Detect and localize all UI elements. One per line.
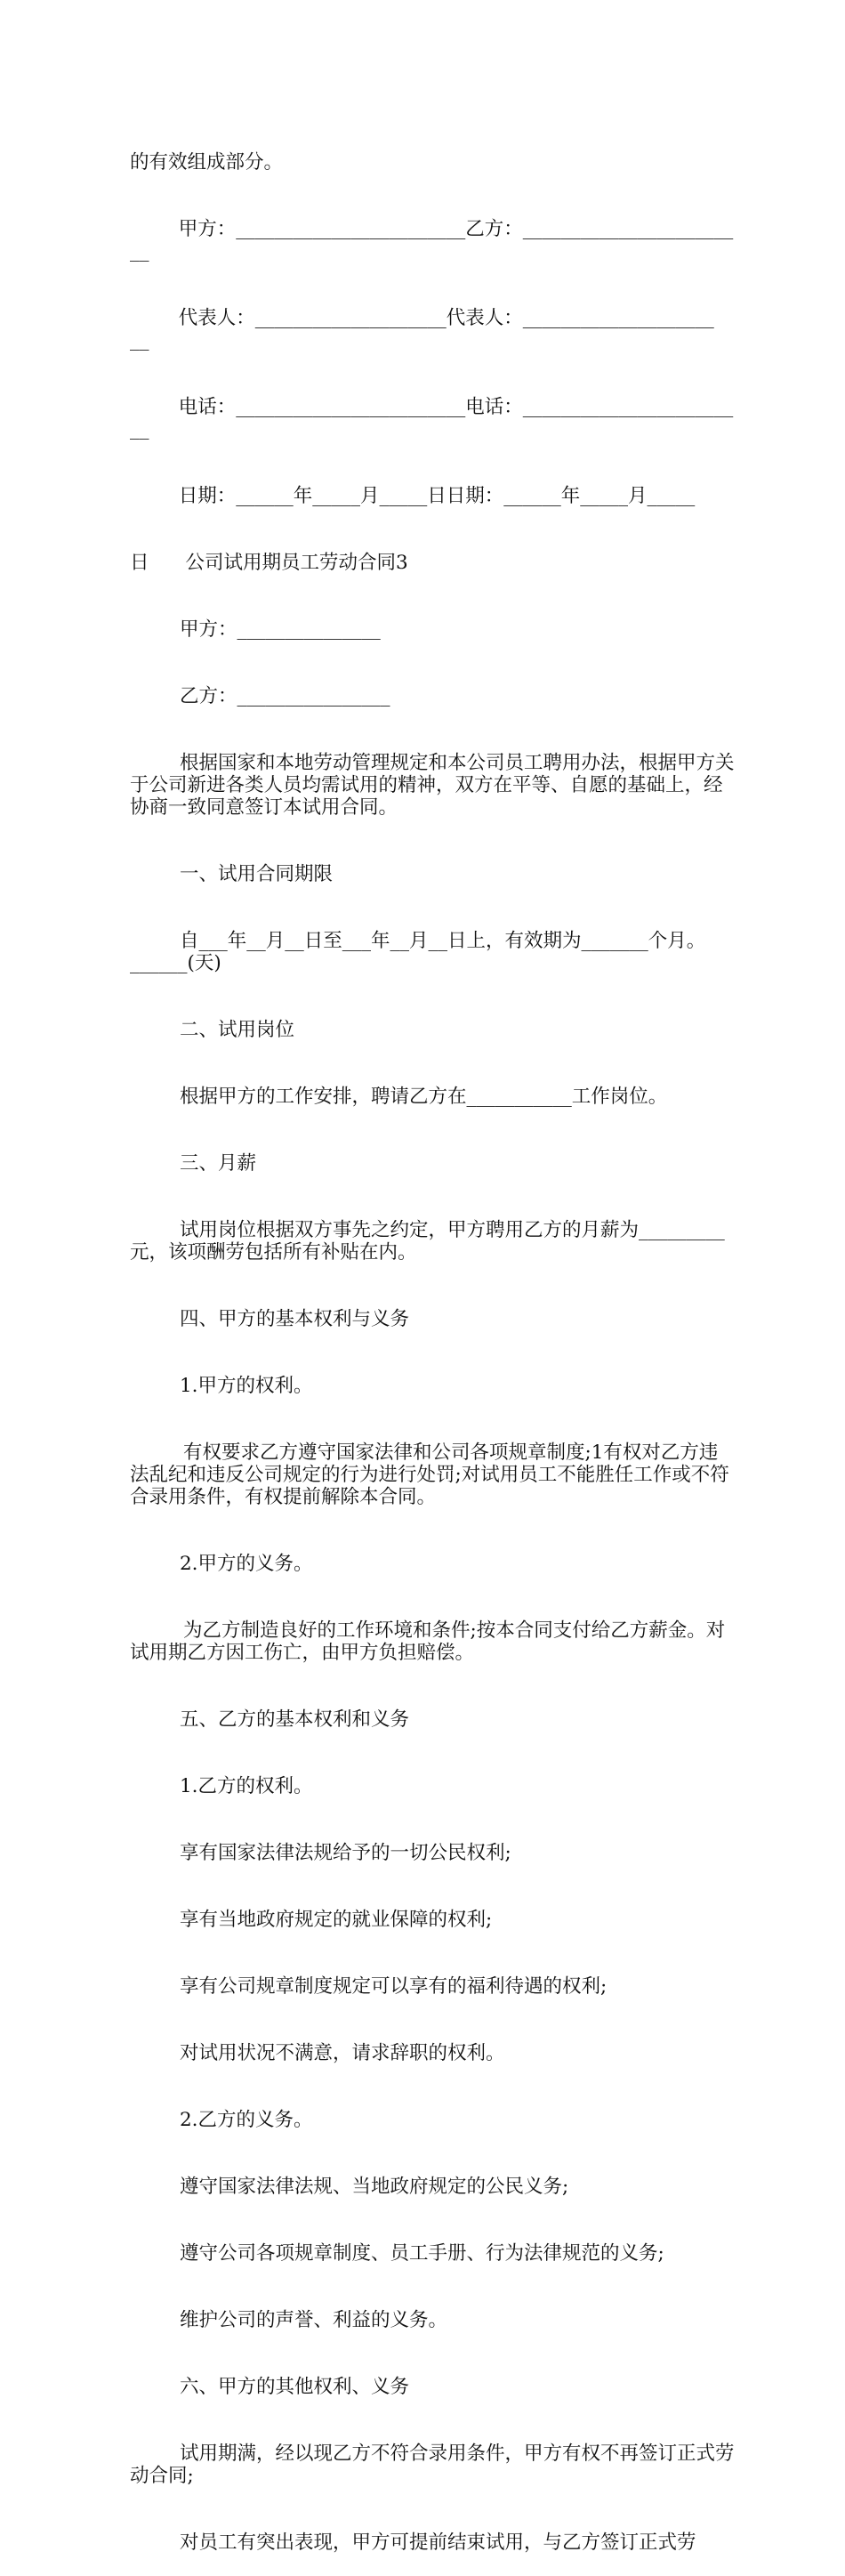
paragraph: 试用岗位根据双方事先之约定，甲方聘用乙方的月薪为_________元，该项酬劳包括所有补贴在内。	[130, 1219, 725, 1264]
list-item: 对试用状况不满意，请求辞职的权利。	[180, 2042, 505, 2064]
signature-representative-line: 代表人：____________________代表人：____________________ __	[130, 307, 714, 351]
section-heading: 四、甲方的基本权利与义务	[180, 1308, 410, 1330]
list-item: 享有当地政府规定的就业保障的权利;	[180, 1909, 493, 1931]
signature-phone-line: 电话：________________________电话：______________________ __	[130, 396, 734, 440]
contract-title: 日 公司试用期员工劳动合同3	[130, 552, 408, 574]
preamble-paragraph: 根据国家和本地劳动管理规定和本公司员工聘用办法，根据甲方关于公司新进各类人员均需试用的精神，双方在平等、自愿的基础上，经协商一致同意签订本试用合同。	[130, 752, 735, 819]
paragraph: 为乙方制造良好的工作环境和条件;按本合同支付给乙方薪金。对试用期乙方因工伤亡，由甲方负担赔偿。	[130, 1619, 726, 1664]
paragraph: 根据甲方的工作安排，聘请乙方在___________工作岗位。	[180, 1086, 668, 1108]
section-heading: 三、月薪	[180, 1152, 257, 1175]
section-heading: 五、乙方的基本权利和义务	[180, 1708, 410, 1731]
party-b-field: 乙方：________________	[180, 685, 390, 707]
paragraph: 试用期满，经以现乙方不符合录用条件，甲方有权不再签订正式劳动合同;	[130, 2443, 735, 2487]
subsection-heading: 1.甲方的权利。	[180, 1375, 313, 1397]
text-line: 的有效组成部分。	[130, 151, 284, 174]
list-item: 维护公司的声誉、利益的义务。	[180, 2309, 448, 2331]
signature-party-line: 甲方：________________________乙方：______________________ __	[130, 218, 734, 262]
paragraph: 自___年__月__日至___年__月__日上，有效期为_______个月。______(天)	[130, 930, 706, 974]
section-heading: 一、试用合同期限	[180, 863, 334, 885]
party-a-field: 甲方：_______________	[180, 618, 381, 641]
subsection-heading: 2.甲方的义务。	[180, 1553, 313, 1575]
section-heading: 二、试用岗位	[180, 1019, 295, 1041]
signature-date-line: 日期：______年_____月_____日日期：______年_____月_____	[130, 485, 696, 507]
subsection-heading: 1.乙方的权利。	[180, 1775, 313, 1797]
list-item: 享有国家法律法规给予的一切公民权利;	[180, 1842, 511, 1864]
list-item: 遵守国家法律法规、当地政府规定的公民义务;	[180, 2176, 569, 2198]
list-item: 遵守公司各项规章制度、员工手册、行为法律规范的义务;	[180, 2242, 664, 2265]
paragraph: 有权要求乙方遵守国家法律和公司各项规章制度;1有权对乙方违法乱纪和违反公司规定的行为进行处罚;对试用员工不能胜任工作或不符合录用条件，有权提前解除本合同。	[130, 1441, 729, 1508]
subsection-heading: 2.乙方的义务。	[180, 2109, 313, 2131]
document-page	[130, 107, 735, 2576]
section-heading: 六、甲方的其他权利、义务	[180, 2376, 410, 2398]
paragraph: 对员工有突出表现，甲方可提前结束试用，与乙方签订正式劳	[180, 2532, 696, 2554]
list-item: 享有公司规章制度规定可以享有的福利待遇的权利;	[180, 1975, 608, 1998]
